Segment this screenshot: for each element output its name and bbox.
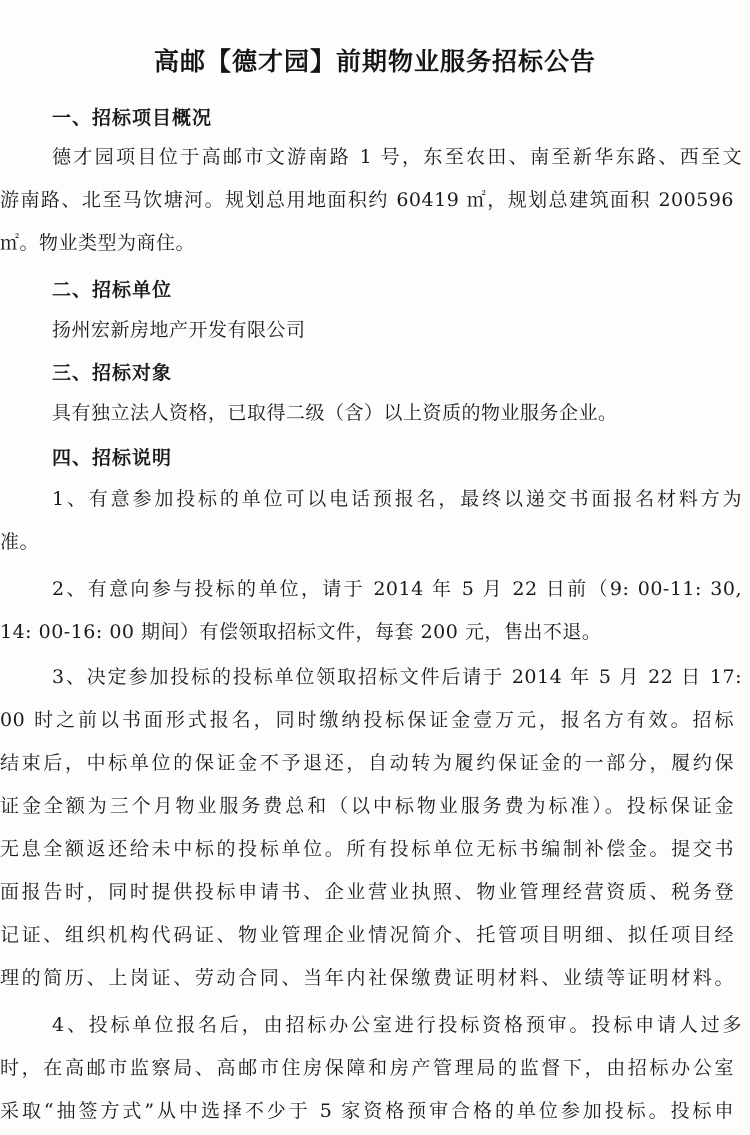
text-line: 具有独立法人资格，已取得二级（含）以上资质的物业服务企业。 — [52, 402, 618, 424]
text-line: 德才园项目位于高邮市文游南路 1 号，东至农田、南至新华东路、西至文 — [52, 146, 742, 168]
text-line: 4、投标单位报名后，由招标办公室进行投标资格预审。投标申请人过多 — [52, 1014, 742, 1036]
text-line: 2、有意向参与投标的单位，请于 2014 年 5 月 22 日前（9: 00-11: 30, — [52, 578, 742, 600]
tender-note-item-1 — [0, 478, 742, 564]
text-line: 无息全额返还给未中标的投标单位。所有投标单位无标书编制补偿金。提交书 — [0, 838, 734, 860]
text-line: 证金全额为三个月物业服务费总和（以中标物业服务费为标准）。投标保证金 — [0, 795, 734, 817]
tender-note-item-4 — [0, 1004, 742, 1133]
text-line: 游南路、北至马饮塘河。规划总用地面积约 60419 ㎡，规划总建筑面积 200596 — [0, 189, 734, 211]
text-line: 14: 00-16: 00 期间）有偿领取招标文件，每套 200 元，售出不退。 — [0, 621, 602, 643]
text-line: 时，在高邮市监察局、高邮市住房保障和房产管理局的监督下，由招标办公室 — [0, 1057, 734, 1079]
section-body-tendering-unit — [52, 309, 742, 352]
text-line: 结束后，中标单位的保证金不予退还，自动转为履约保证金的一部分，履约保 — [0, 752, 734, 774]
text-line: 扬州宏新房地产开发有限公司 — [52, 319, 306, 341]
document-title: 高邮【德才园】前期物业服务招标公告 — [153, 47, 596, 76]
text-line: 面报告时，同时提供投标申请书、企业营业执照、物业管理经营资质、税务登 — [0, 881, 734, 903]
text-line: 3、决定参加投标的投标单位领取招标文件后请于 2014 年 5 月 22 日 17: — [52, 666, 742, 688]
text-line: 00 时之前以书面形式报名，同时缴纳投标保证金壹万元，报名方有效。招标 — [0, 709, 734, 731]
section-heading-project-overview: 一、招标项目概况 — [52, 107, 213, 129]
section-body-tender-target — [52, 392, 742, 435]
text-line: 1、有意参加投标的单位可以电话预报名，最终以递交书面报名材料方为 — [52, 488, 742, 510]
text-line: 准。 — [0, 531, 40, 553]
section-heading-tendering-unit: 二、招标单位 — [52, 279, 173, 301]
tender-note-item-3 — [0, 656, 742, 1000]
text-line: ㎡。物业类型为商住。 — [0, 232, 196, 254]
section-body-project-overview — [0, 136, 742, 265]
section-heading-tender-notes: 四、招标说明 — [52, 447, 173, 469]
tender-note-item-2 — [0, 568, 742, 654]
text-line: 记证、组织机构代码证、物业管理企业情况简介、托管项目明细、拟任项目经 — [0, 924, 734, 946]
text-line: 采取“抽签方式”从中选择不少于 5 家资格预审合格的单位参加投标。投标申 — [0, 1100, 734, 1122]
text-line: 理的简历、上岗证、劳动合同、当年内社保缴费证明材料、业绩等证明材料。 — [0, 967, 734, 989]
section-heading-tender-target: 三、招标对象 — [52, 362, 173, 384]
